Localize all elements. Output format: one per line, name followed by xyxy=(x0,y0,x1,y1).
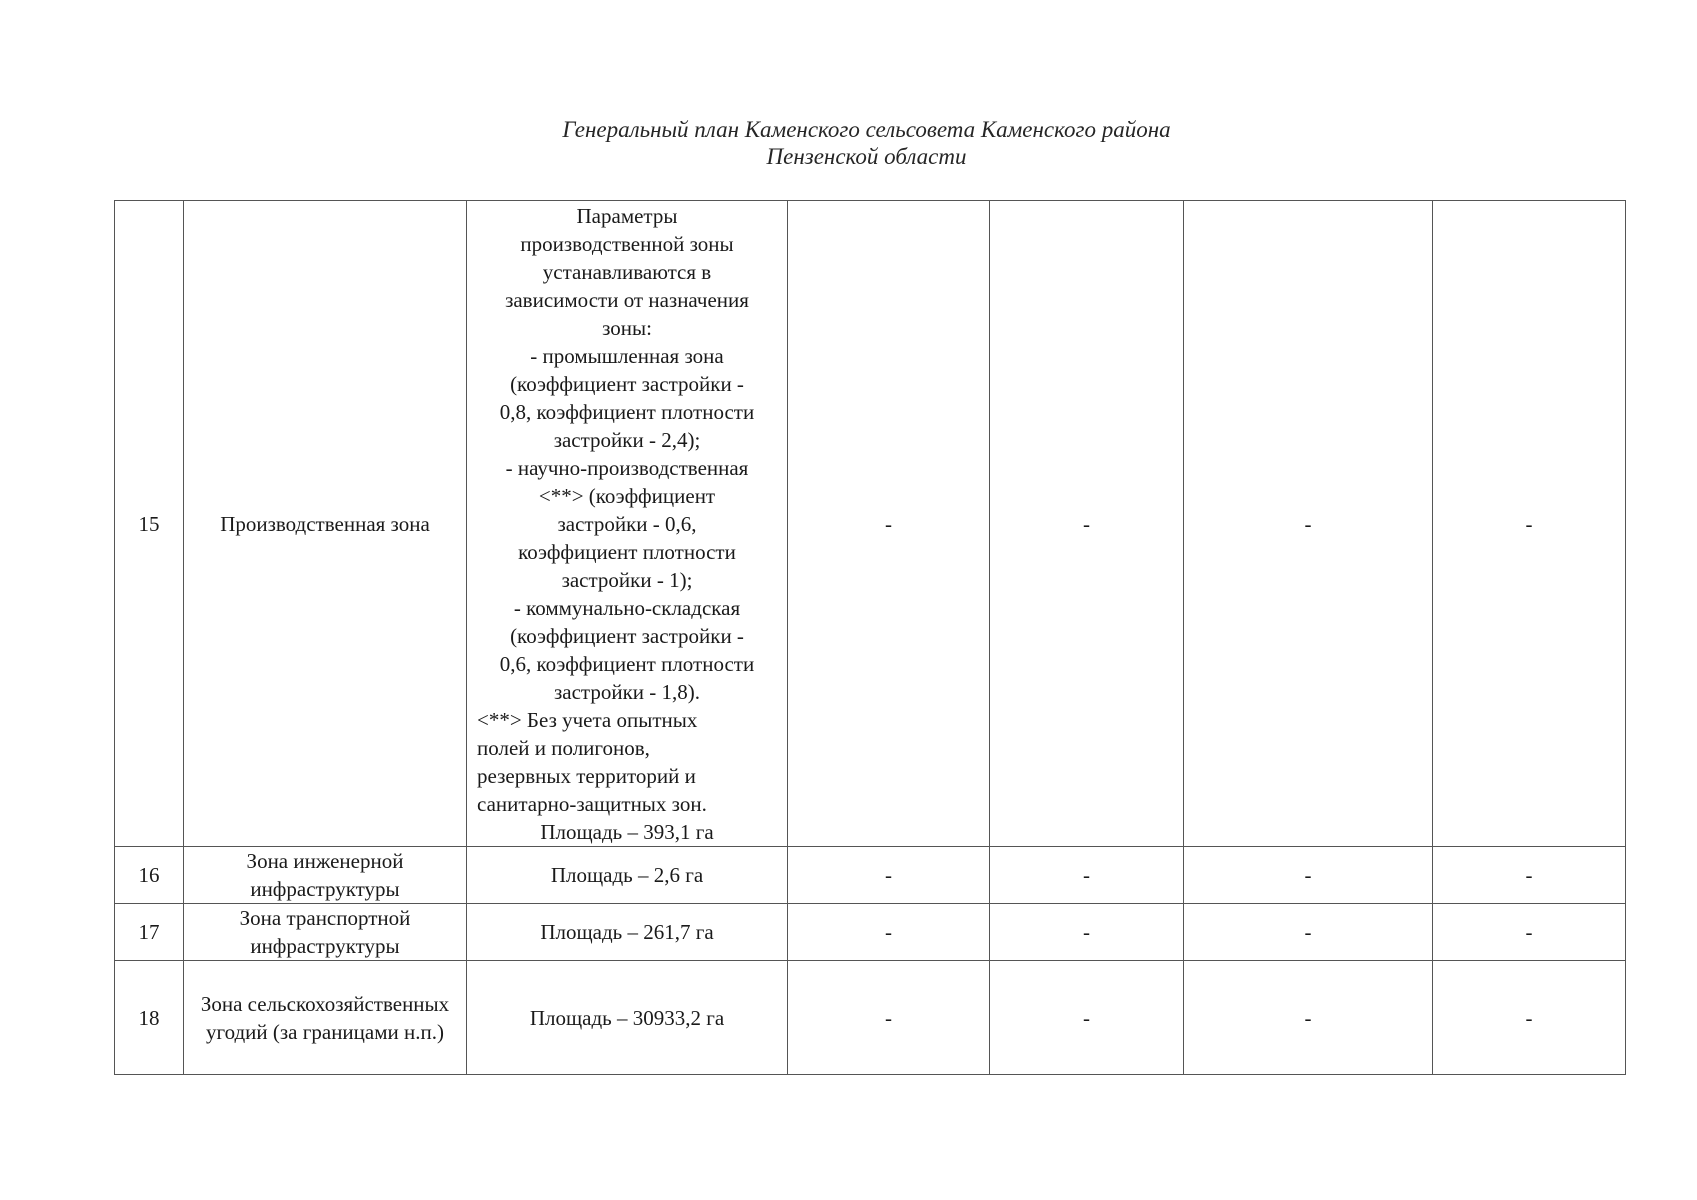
cell-dash: - xyxy=(990,904,1184,961)
table-row xyxy=(115,904,1626,961)
table-row xyxy=(115,201,1626,847)
row-number: 16 xyxy=(115,847,184,904)
cell-dash: - xyxy=(788,201,990,847)
cell-dash: - xyxy=(788,904,990,961)
zone-name: Зона транспортной инфраструктуры xyxy=(184,904,467,961)
zone-name: Зона инженерной инфраструктуры xyxy=(184,847,467,904)
cell-dash: - xyxy=(990,201,1184,847)
table-row xyxy=(115,961,1626,1075)
zone-parameters xyxy=(467,201,788,847)
cell-dash: - xyxy=(1184,847,1433,904)
table-row xyxy=(115,847,1626,904)
parameters-text: Параметры производственной зоны устанавливаются в зависимости от назначения зоны: - промышленная зона (коэффициент застройки - 0,8, коэффициент плотности застройки - 2,4); - научно-производственная <**> (коэффициент застройки - 0,6, коэффициент плотности застройки - 1); - коммунально-складская (коэффициент застройки - 0,6, коэффициент плотности застройки - 1,8). xyxy=(499,203,755,704)
header-title-line-1: Генеральный план Каменского сельсовета Каменского района xyxy=(562,117,1171,142)
cell-dash: - xyxy=(990,961,1184,1075)
cell-dash: - xyxy=(990,847,1184,904)
cell-dash: - xyxy=(1433,904,1626,961)
zone-area: Площадь – 261,7 га xyxy=(467,904,788,961)
row-number: 18 xyxy=(115,961,184,1075)
zone-name: Производственная зона xyxy=(184,201,467,847)
cell-dash: - xyxy=(1184,201,1433,847)
zone-name: Зона сельскохозяйственных угодий (за границами н.п.) xyxy=(184,961,467,1075)
zone-area: Площадь – 30933,2 га xyxy=(467,961,788,1075)
cell-dash: - xyxy=(1433,847,1626,904)
row-number: 17 xyxy=(115,904,184,961)
header-title-line-2: Пензенской области xyxy=(766,144,967,169)
page-header xyxy=(0,116,1697,170)
cell-dash: - xyxy=(788,961,990,1075)
footnote-text: <**> Без учета опытных полей и полигонов, резервных территорий и санитарно-защитных зон. xyxy=(477,707,707,816)
zone-area: Площадь – 393,1 га xyxy=(540,819,714,844)
cell-dash: - xyxy=(1433,961,1626,1075)
zones-table xyxy=(114,200,1626,1075)
cell-dash: - xyxy=(1184,961,1433,1075)
row-number: 15 xyxy=(115,201,184,847)
cell-dash: - xyxy=(788,847,990,904)
zone-area: Площадь – 2,6 га xyxy=(467,847,788,904)
cell-dash: - xyxy=(1433,201,1626,847)
cell-dash: - xyxy=(1184,904,1433,961)
